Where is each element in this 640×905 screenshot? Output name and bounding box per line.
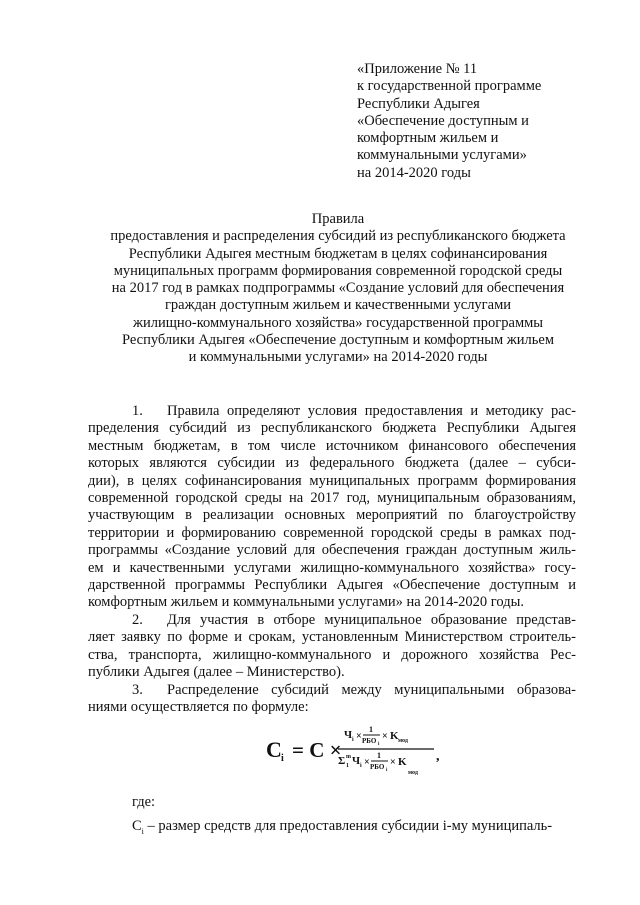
numerator-q-sub: i bbox=[352, 737, 354, 743]
denominator-sigma-sup: m bbox=[346, 754, 351, 760]
denominator-k-sub: мод bbox=[408, 770, 418, 776]
title-line: предоставления и распределения субсидий из республиканского бюджета bbox=[110, 228, 566, 245]
title-line: Республики Адыгея местным бюджетам в целях софинансирования bbox=[128, 245, 548, 262]
denominator-q-sub: i bbox=[360, 763, 362, 769]
ci-symbol-sub: i bbox=[141, 826, 144, 836]
numerator-k: K bbox=[390, 730, 399, 742]
annex-line: к государственной программе bbox=[357, 78, 542, 95]
paragraph-line: территории и формированию современной городской среды в рамках под- bbox=[88, 524, 576, 541]
numerator-q: Ч bbox=[344, 729, 353, 741]
paragraph-line: дии), в целях софинансирования муниципальных программ формирования bbox=[88, 472, 576, 489]
denominator-times: × bbox=[364, 757, 370, 768]
paragraph-line: ниями осуществляется по формуле: bbox=[88, 698, 309, 715]
paragraph-number: 2. bbox=[132, 611, 143, 628]
paragraph-line: современной городской среды на 2017 год, муниципальным образованиям, bbox=[88, 490, 576, 507]
annex-line: коммунальными услугами» bbox=[357, 147, 527, 164]
ci-definition-text: – размер средств для предоставления субсидии i-му муниципаль- bbox=[143, 818, 553, 834]
paragraph-line: ляет заявку по форме и срокам, установленным Министерством строитель- bbox=[88, 629, 576, 646]
denominator-sigma: Σ bbox=[338, 755, 346, 767]
paragraph-line: которых являются субсидии из федерального бюджета (далее – субси- bbox=[88, 455, 576, 472]
denominator-rbo-sub: i bbox=[386, 768, 388, 773]
ci-definition bbox=[132, 818, 576, 836]
title-line: Республики Адыгея «Обеспечение доступным и комфортным жильем bbox=[121, 332, 555, 349]
title-line: жилищно-коммунального хозяйства» государственной программы bbox=[132, 314, 544, 331]
formula-lhs: C bbox=[266, 737, 282, 762]
paragraph-2-first-line bbox=[88, 612, 576, 629]
document-title bbox=[70, 211, 606, 367]
numerator-times: × bbox=[356, 731, 362, 742]
numerator-times-2: × bbox=[382, 731, 388, 742]
paragraph-line: программы «Создание условий для обеспечения граждан доступным жиль- bbox=[88, 542, 576, 559]
numerator-rbo: РБО bbox=[362, 737, 377, 745]
paragraph-line: пределения субсидий из республиканского бюджета Республики Адыгея bbox=[88, 420, 576, 437]
denominator-rbo: РБО bbox=[370, 763, 385, 771]
title-line: муниципальных программ формирования современной городской среды bbox=[113, 262, 563, 279]
paragraph-number: 1. bbox=[132, 403, 143, 419]
annex-line: «Приложение № 11 bbox=[357, 61, 478, 77]
denominator-one: 1 bbox=[377, 751, 381, 760]
paragraph-text: Для участия в отборе муниципальное образование представ- bbox=[167, 611, 576, 628]
numerator-k-sub: мод bbox=[398, 738, 408, 744]
paragraph-line: ем и качественными услугами жилищно-коммунального хозяйства» госу- bbox=[88, 559, 576, 576]
paragraph-line: комфортным жильем и коммунальными услугами» на 2014-2020 годы. bbox=[88, 594, 524, 611]
numerator-rbo-sub: i bbox=[378, 742, 380, 747]
denominator-k: K bbox=[398, 756, 407, 768]
annex-line: Республики Адыгея bbox=[357, 95, 480, 112]
numerator-one: 1 bbox=[369, 725, 373, 734]
denominator-times-2: × bbox=[390, 757, 396, 768]
annex-header bbox=[357, 61, 627, 182]
denominator-sigma-sub: 1 bbox=[346, 763, 349, 769]
title-line: и коммунальными услугами» на 2014-2020 годы bbox=[188, 349, 488, 366]
title-heading: Правила bbox=[311, 211, 365, 227]
paragraph-text: Правила определяют условия предоставления и методику рас- bbox=[167, 403, 576, 419]
where-label: где: bbox=[132, 794, 156, 810]
paragraph-3-first-line bbox=[88, 682, 576, 699]
formula-lhs-sub: i bbox=[281, 753, 284, 764]
formula-comma: , bbox=[436, 749, 440, 764]
title-line: граждан доступным жильем и качественными услугами bbox=[164, 297, 512, 314]
annex-line: комфортным жильем и bbox=[357, 130, 499, 147]
annex-line: на 2014-2020 годы bbox=[357, 164, 471, 181]
paragraph-line: публики Адыгея (далее – Министерство). bbox=[88, 664, 345, 681]
paragraph-text: Распределение субсидий между муниципальными образова- bbox=[167, 681, 576, 698]
formula-eq-c: = C × bbox=[292, 738, 342, 762]
ci-symbol: C bbox=[132, 818, 142, 834]
paragraph-line: участвующим в реализации основных мероприятий по благоустройству bbox=[88, 507, 576, 524]
distribution-formula bbox=[266, 724, 446, 780]
annex-line: «Обеспечение доступным и bbox=[357, 112, 529, 129]
paragraph-line: дарственной программы Республики Адыгея «Обеспечение доступным и bbox=[88, 577, 576, 594]
paragraph-1-first-line bbox=[88, 403, 576, 420]
denominator-q: Ч bbox=[352, 755, 361, 767]
document-body bbox=[88, 403, 576, 716]
paragraph-line: ства, транспорта, жилищно-коммунального и дорожного хозяйства Рес- bbox=[88, 646, 576, 663]
title-line: на 2017 год в рамках подпрограммы «Создание условий для обеспечения bbox=[111, 280, 565, 297]
paragraph-line: местным бюджетам, в том числе источником финансового обеспечения bbox=[88, 437, 576, 454]
paragraph-number: 3. bbox=[132, 681, 143, 698]
